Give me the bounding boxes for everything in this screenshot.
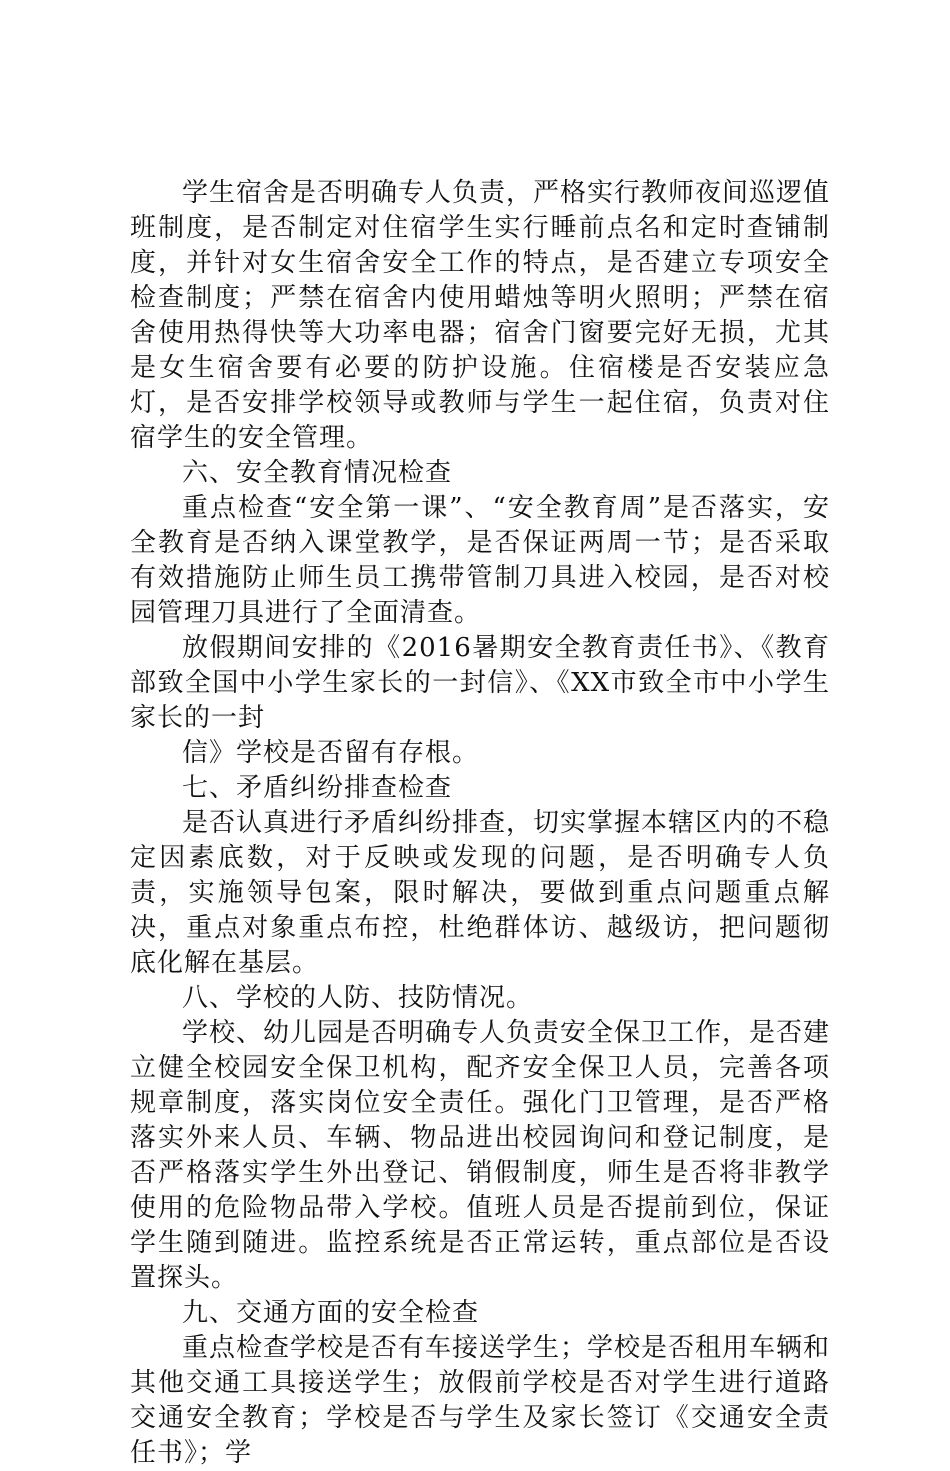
paragraph-traffic-safety: 重点检查学校是否有车接送学生；学校是否租用车辆和其他交通工具接送学生；放假前学校是否对学生进行道路交通安全教育；学校是否与学生及家长签订《交通安全责任书》；学 [130, 1333, 831, 1468]
paragraph-safety-education: 重点检查“安全第一课”、“安全教育周”是否落实，安全教育是否纳入课堂教学，是否保证两周一节；是否采取有效措施防止师生员工携带管制刀具进入校园，是否对校园管理刀具进行了全面清查。 [130, 493, 830, 628]
paragraph-dispute-investigation: 是否认真进行矛盾纠纷排查，切实掌握本辖区内的不稳定因素底数，对于反映或发现的问题，是否明确专人负责，实施领导包案，限时解决，要做到重点问题重点解决，重点对象重点布控，杜绝群体访、越级访，把问题彻底化解在基层。 [130, 808, 831, 978]
section-heading-7: 七、矛盾纠纷排查检查 [182, 773, 453, 803]
paragraph-dormitory-safety: 学生宿舍是否明确专人负责，严格实行教师夜间巡逻值班制度，是否制定对住宿学生实行睡前点名和定时查铺制度，并针对女生宿舍安全工作的特点，是否建立专项安全检查制度；严禁在宿舍内使用蜡烛等明火照明；严禁在宿舍使用热得快等大功率电器；宿舍门窗要完好无损，尤其是女生宿舍要有必要的防护设施。住宿楼是否安装应急灯，是否安排学校领导或教师与学生一起住宿，负责对住宿学生的安全管理。 [130, 178, 831, 453]
section-heading-9: 九、交通方面的安全检查 [182, 1298, 480, 1328]
section-heading-8: 八、学校的人防、技防情况。 [182, 983, 534, 1013]
paragraph-holiday-documents-continued: 信》学校是否留有存根。 [182, 738, 480, 768]
paragraph-holiday-documents: 放假期间安排的《2016暑期安全教育责任书》、《教育部致全国中小学生家长的一封信》、《XX市致全市中小学生家长的一封 [130, 633, 830, 733]
section-heading-6: 六、安全教育情况检查 [182, 458, 453, 488]
document-page [130, 176, 830, 1471]
paragraph-security-measures: 学校、幼儿园是否明确专人负责安全保卫工作，是否建立健全校园安全保卫机构，配齐安全保卫人员，完善各项规章制度，落实岗位安全责任。强化门卫管理，是否严格落实外来人员、车辆、物品进出校园询问和登记制度，是否严格落实学生外出登记、销假制度，师生是否将非教学使用的危险物品带入学校。值班人员是否提前到位，保证学生随到随进。监控系统是否正常运转，重点部位是否设置探头。 [130, 1018, 831, 1293]
